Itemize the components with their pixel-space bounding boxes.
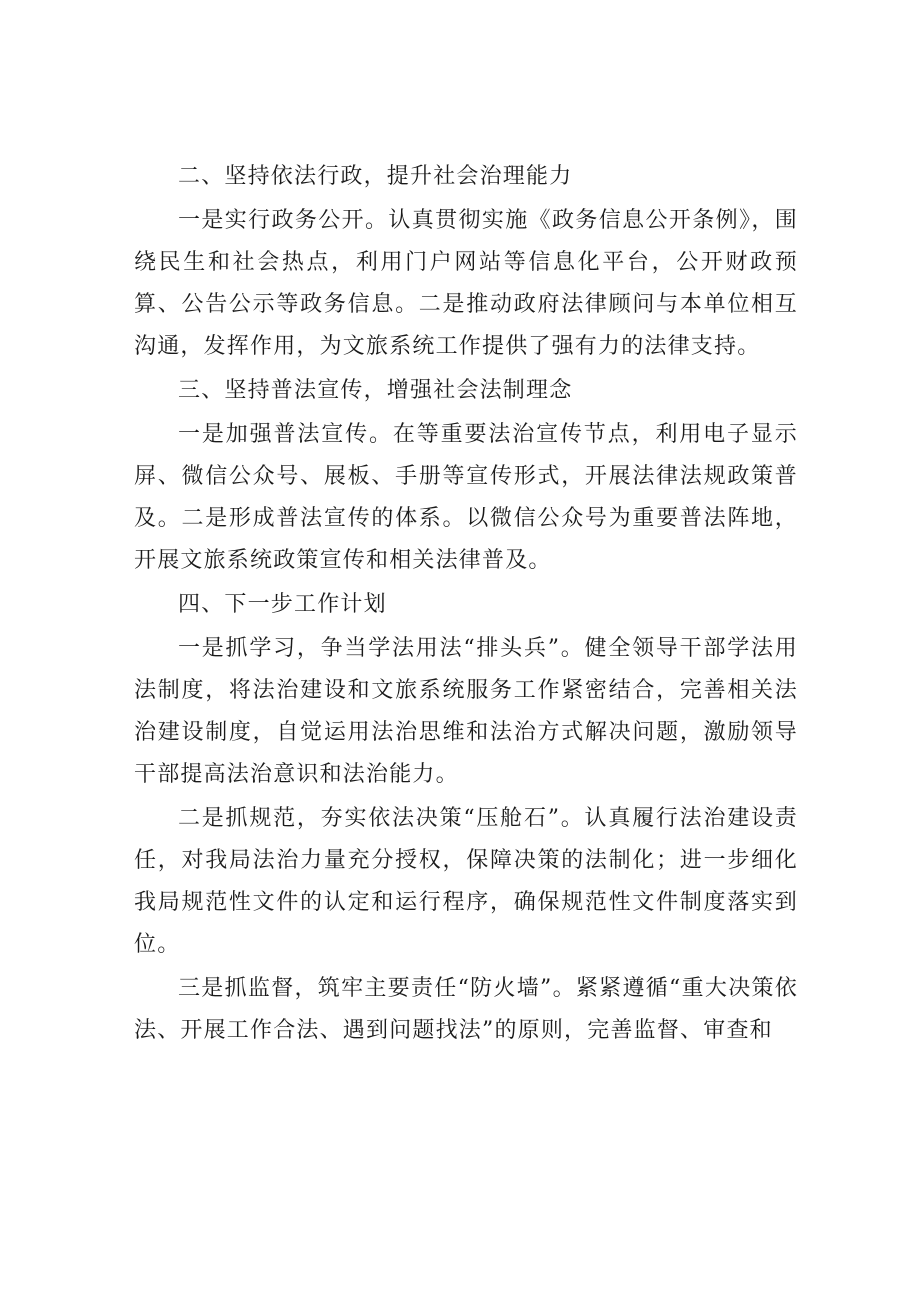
section-heading-4: 四、下一步工作计划: [178, 592, 387, 617]
paragraph-3-1: 一是加强普法宣传。在等重要法治宣传节点，利用电子显示屏、微信公众号、展板、手册等宣传形式，开展法律法规政策普及。二是形成普法宣传的体系。以微信公众号为重要普法阵地，开展文旅系统政策宣传和相关法律普及。: [134, 422, 798, 573]
paragraph-4-3: 三是抓监督，筑牢主要责任“防火墙”。紧紧遵循“重大决策依法、开展工作合法、遇到问题找法”的原则，完善监督、审查和: [134, 976, 798, 1043]
paragraph-2-1: 一是实行政务公开。认真贯彻实施《政务信息公开条例》，围绕民生和社会热点，利用门户网站等信息化平台，公开财政预算、公告公示等政务信息。二是推动政府法律顾问与本单位相互沟通，发挥作用，为文旅系统工作提供了强有力的法律支持。: [134, 208, 798, 359]
document-page: [134, 156, 798, 1052]
paragraph-4-1: 一是抓学习，争当学法用法“排头兵”。健全领导干部学法用法制度，将法治建设和文旅系统服务工作紧密结合，完善相关法治建设制度，自觉运用法治思维和法治方式解决问题，激励领导干部提高法治意识和法治能力。: [134, 636, 798, 787]
section-heading-3: 三、坚持普法宣传，增强社会法制理念: [178, 378, 573, 403]
paragraph-4-2: 二是抓规范，夯实依法决策“压舱石”。认真履行法治建设责任，对我局法治力量充分授权，保障决策的法制化；进一步细化我局规范性文件的认定和运行程序，确保规范性文件制度落实到位。: [134, 806, 798, 957]
section-heading-2: 二、坚持依法行政，提升社会治理能力: [178, 164, 573, 189]
